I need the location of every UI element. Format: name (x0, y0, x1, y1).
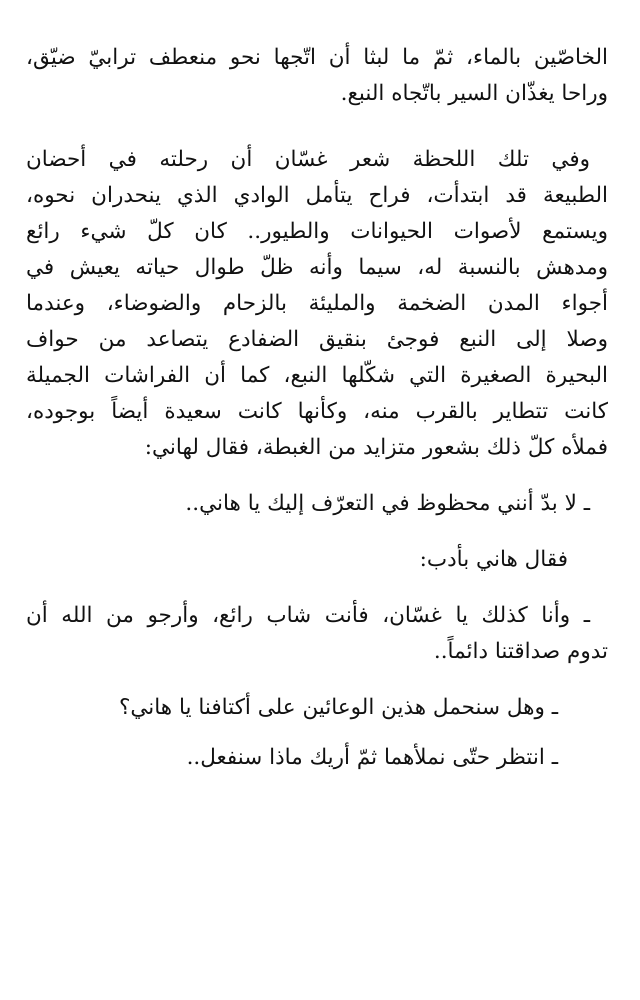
text-line: فملأه كلّ ذلك بشعور متزايد من الغبطة، فقال لهاني: (144, 435, 608, 460)
dialogue-attribution (26, 542, 608, 578)
text-line: ومدهش بالنسبة له، سيما وأنه ظلّ طوال حياته يعيش في (26, 255, 608, 280)
paragraph-narration (26, 142, 608, 466)
text-line: ـ وأنا كذلك يا غسّان، فأنت شاب رائع، وأرجو من الله أن (26, 603, 590, 628)
text-line: فقال هاني بأدب: (419, 547, 568, 572)
text-line: وفي تلك اللحظة شعر غسّان أن رحلته في أحضان (26, 147, 590, 172)
text-line: أجواء المدن الضخمة والمليئة بالزحام والضوضاء، وعندما (26, 291, 608, 316)
text-line: تدوم صداقتنا دائماً.. (433, 639, 608, 664)
text-line: الخاصّين بالماء، ثمّ ما لبثا أن اتّجها نحو منعطف ترابيّ ضيّق، (26, 45, 608, 70)
dialogue-ghassan (26, 486, 608, 522)
text-line: ـ لا بدّ أنني محظوظ في التعرّف إليك يا هاني.. (185, 491, 590, 516)
text-line: ـ وهل سنحمل هذين الوعائين على أكتافنا يا هاني؟ (118, 695, 558, 720)
paragraph-intro (26, 40, 608, 112)
dialogue-answer (26, 740, 608, 776)
dialogue-question (26, 690, 608, 726)
text-line: وصلا إلى النبع فوجئ بنقيق الضفادع يتصاعد من حواف (26, 327, 608, 352)
text-line: وراحا يغذّان السير باتّجاه النبع. (340, 81, 608, 106)
text-line: ويستمع لأصوات الحيوانات والطيور.. كان كلّ شيء رائع (26, 219, 608, 244)
text-line: الطبيعة قد ابتدأت، فراح يتأمل الوادي الذي ينحدران نحوه، (26, 183, 608, 208)
text-line: كانت تتطاير بالقرب منه، وكأنها كانت سعيدة أيضاً بوجوده، (26, 399, 608, 424)
dialogue-hani (26, 598, 608, 670)
text-line: ـ انتظر حتّى نملأهما ثمّ أريك ماذا سنفعل.. (186, 745, 558, 770)
text-line: البحيرة الصغيرة التي شكّلها النبع، كما أن الفراشات الجميلة (26, 363, 608, 388)
